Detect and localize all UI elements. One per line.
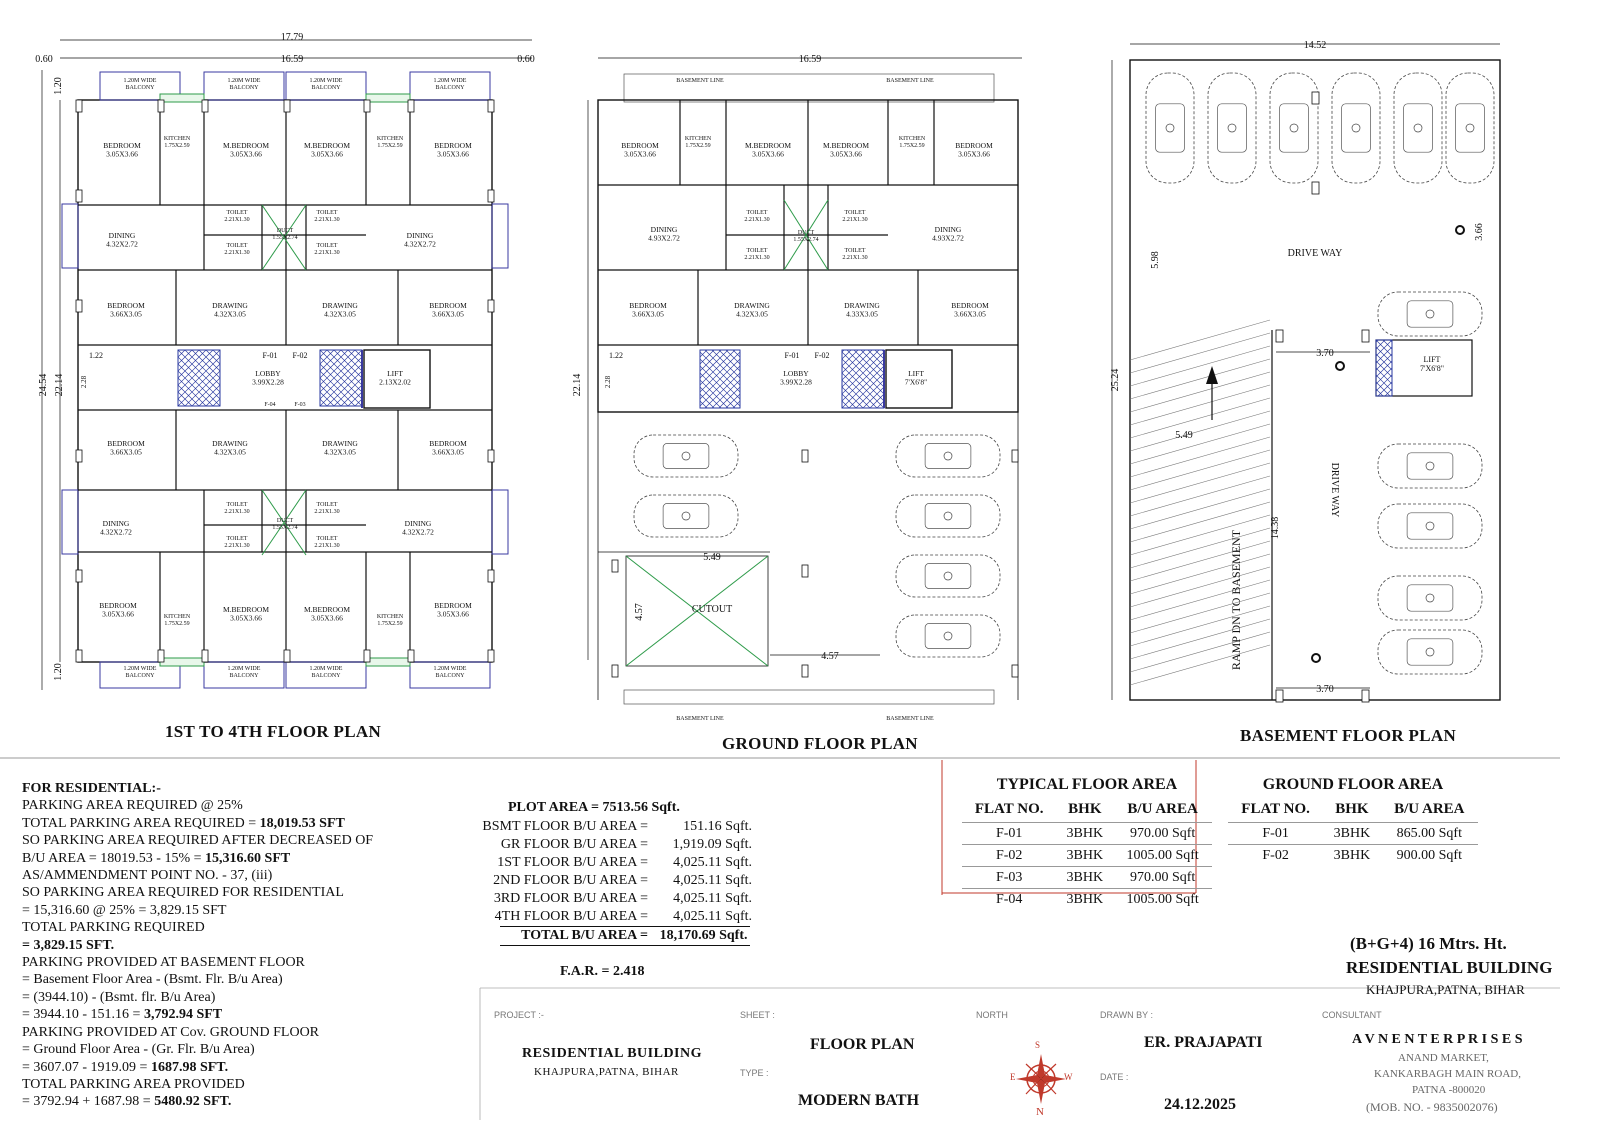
compass-n: N	[1036, 1106, 1044, 1118]
room-label: LIFT 2.13X2.02	[379, 369, 411, 387]
balcony-label: 1.20M WIDE BALCONY	[309, 78, 343, 91]
room-label: TOILET 2.21X1.30	[842, 210, 868, 223]
ground-plan-title: GROUND FLOOR PLAN	[722, 734, 918, 753]
dim-side-left: 0.60	[35, 54, 53, 65]
balcony-label: 1.20M WIDE BALCONY	[309, 666, 343, 679]
room-label: TOILET 2.21X1.30	[224, 243, 250, 256]
driveway-label: DRIVE WAY	[1287, 248, 1343, 259]
sheet-name: FLOOR PLAN	[810, 1036, 915, 1053]
note-line: SO PARKING AREA REQUIRED AFTER DECREASED OF	[22, 833, 374, 849]
flat-tag: F-01	[262, 351, 278, 360]
flat-tag: F-02	[814, 351, 830, 360]
project-name: RESIDENTIAL BUILDING	[522, 1046, 702, 1061]
room-label: BEDROOM 3.66X3.05	[429, 301, 467, 319]
table-header: BHK	[1068, 800, 1102, 817]
parking-car	[896, 555, 1000, 597]
note-line: AS/AMMENDMENT POINT NO. - 37, (iii)	[22, 868, 273, 884]
compass-w: W	[1064, 1072, 1073, 1082]
parking-car	[896, 495, 1000, 537]
compass-s: S	[1035, 1040, 1041, 1050]
dim-basement-width: 14.52	[1303, 40, 1327, 51]
typical-plan-title: 1ST TO 4TH FLOOR PLAN	[165, 722, 382, 741]
room-label: TOILET 2.21X1.30	[224, 210, 250, 223]
note-line: = 3944.10 - 151.16 = 3,792.94 SFT	[22, 1007, 223, 1023]
total-bu-label: TOTAL B/U AREA =	[521, 928, 648, 943]
compass-e: E	[1010, 1072, 1016, 1082]
room-label: LOBBY 3.99X2.28	[780, 369, 812, 387]
room-label: TOILET 2.21X1.30	[314, 243, 340, 256]
room-label: DUCT 1.55X2.74	[272, 228, 298, 241]
room-label: BEDROOM 3.05X3.66	[99, 601, 137, 619]
parking-car	[1378, 292, 1482, 336]
room-label: DRAWING 4.32X3.05	[322, 439, 358, 457]
cutout-label: CUTOUT	[691, 604, 733, 615]
column-marker	[1336, 362, 1344, 370]
typical-floor-table	[962, 776, 1212, 910]
table-row: F-03 3BHK 970.00 Sqft	[962, 867, 1212, 889]
room-label: DINING 4.32X2.72	[404, 231, 436, 249]
flat-tag: F-03	[294, 402, 306, 408]
room-label: LOBBY 3.99X2.28	[252, 369, 284, 387]
parking-car	[1208, 73, 1256, 183]
balcony-label: 1.20M WIDE BALCONY	[433, 666, 467, 679]
room-label: DRAWING 4.32X3.05	[322, 301, 358, 319]
bu-area-list	[452, 818, 752, 926]
note-line: PARKING PROVIDED AT Cov. GROUND FLOOR	[22, 1024, 320, 1040]
note-line: = (3944.10) - (Bsmt. flr. B/u Area)	[22, 989, 216, 1005]
table-row: F-01 3BHK 865.00 Sqft	[1228, 823, 1478, 845]
room-label: KITCHEN 1.75X2.59	[163, 614, 191, 627]
room-label: M.BEDROOM 3.05X3.66	[744, 141, 792, 159]
note-line: = 15,316.60 @ 25% = 3,829.15 SFT	[22, 902, 227, 918]
note-line: = 3,829.15 SFT.	[22, 937, 115, 953]
room-label: TOILET 2.21X1.30	[314, 502, 340, 515]
column-marker	[1312, 654, 1320, 662]
type-name: MODERN BATH	[798, 1092, 920, 1109]
dim-top-balcony: 1.20	[53, 77, 64, 95]
room-label: TOILET 2.21X1.30	[314, 536, 340, 549]
flat-tag: F-01	[784, 351, 800, 360]
dim-lift-top: 3.70	[1316, 348, 1334, 359]
table-row: F-02 3BHK 1005.00 Sqft	[962, 845, 1212, 867]
flat-tag: F-02	[292, 351, 308, 360]
room-label: DINING 4.32X2.72	[106, 231, 138, 249]
drawn-label: DRAWN BY :	[1100, 1010, 1154, 1020]
dim-side-right: 0.60	[517, 54, 535, 65]
room-label: BEDROOM 3.05X3.66	[621, 141, 659, 159]
basement-line-label: BASEMENT LINE	[886, 78, 934, 84]
note-line: TOTAL PARKING AREA REQUIRED = 18,019.53 SFT	[22, 815, 345, 831]
parking-car	[1378, 576, 1482, 620]
room-label: BEDROOM 3.66X3.05	[629, 301, 667, 319]
room-label: DINING 4.32X2.72	[402, 519, 434, 537]
dim-overall: 17.79	[280, 32, 304, 43]
basement-line-label: BASEMENT LINE	[676, 78, 724, 84]
dim-ramp-w: 5.49	[1175, 430, 1193, 441]
parking-car	[634, 435, 738, 477]
note-line: B/U AREA = 18019.53 - 15% = 15,316.60 SFT	[22, 850, 291, 866]
room-label: DINING 4.93X2.72	[648, 225, 680, 243]
ground-floor-table	[1228, 776, 1478, 866]
room-label: TOILET 2.21X1.30	[744, 210, 770, 223]
balcony-label: 1.20M WIDE BALCONY	[227, 666, 261, 679]
note-line: = Ground Floor Area - (Gr. Flr. B/u Area)	[22, 1042, 255, 1058]
ramp-hatch	[1130, 320, 1270, 685]
parking-car	[1146, 73, 1194, 183]
room-label: TOILET 2.21X1.30	[314, 210, 340, 223]
consultant-name: A V N E N T E R P R I S E S	[1352, 1032, 1523, 1047]
parking-car	[1378, 630, 1482, 674]
plot-area: PLOT AREA = 7513.56 Sqft.	[508, 800, 680, 815]
table-header: BHK	[1335, 800, 1369, 817]
room-label: TOILET 2.21X1.30	[842, 248, 868, 261]
sheet-label: SHEET :	[740, 1010, 775, 1020]
project-address: KHAJPURA,PATNA, BIHAR	[534, 1066, 679, 1078]
room-label: KITCHEN 1.75X2.59	[376, 614, 404, 627]
consultant-label: CONSULTANT	[1322, 1010, 1382, 1020]
table-header: FLAT NO.	[974, 800, 1044, 817]
ramp-label: RAMP DN TO BASEMENT	[1229, 529, 1243, 671]
room-label: BEDROOM 3.05X3.66	[955, 141, 993, 159]
dim-stair: 2.28	[80, 375, 88, 389]
room-label: DRAWING 4.32X3.05	[212, 301, 248, 319]
room-label: BEDROOM 3.05X3.66	[103, 141, 141, 159]
note-line: = 3607.07 - 1919.09 = 1687.98 SFT.	[22, 1059, 229, 1075]
dim-top-height: 5.98	[1150, 251, 1161, 269]
basement-line-label: BASEMENT LINE	[886, 716, 934, 722]
dim-height-total: 24.54	[38, 373, 49, 397]
room-label: BEDROOM 3.66X3.05	[107, 439, 145, 457]
room-label: DRAWING 4.33X3.05	[844, 301, 880, 319]
bu-area-row: 4TH FLOOR B/U AREA = 4,025.11 Sqft.	[494, 909, 752, 924]
parking-car	[1378, 504, 1482, 548]
total-bu-area	[500, 926, 750, 946]
dim-cutout-w: 5.49	[703, 552, 721, 563]
parking-car	[1446, 73, 1494, 183]
dim-lobby: 1.22	[609, 351, 623, 360]
type-label: TYPE :	[740, 1068, 769, 1078]
room-label: DUCT 1.55X2.74	[272, 518, 298, 531]
table-header: FLAT NO.	[1241, 800, 1310, 817]
dim-bottom-balcony: 1.20	[53, 663, 64, 681]
consultant-address-2: KANKARBAGH MAIN ROAD,	[1374, 1068, 1521, 1080]
room-label: M.BEDROOM 3.05X3.66	[822, 141, 870, 159]
table-row: F-02 3BHK 900.00 Sqft	[1228, 845, 1478, 867]
room-label: KITCHEN 1.75X2.59	[684, 136, 712, 149]
room-label: TOILET 2.21X1.30	[224, 536, 250, 549]
ground-table-title: GROUND FLOOR AREA	[1262, 776, 1444, 793]
room-label: TOILET 2.21X1.30	[744, 248, 770, 261]
note-line: TOTAL PARKING AREA PROVIDED	[22, 1076, 245, 1092]
balcony-label: 1.20M WIDE BALCONY	[123, 78, 157, 91]
parking-car	[634, 495, 738, 537]
basement-line-bottom	[624, 690, 994, 704]
note-line: TOTAL PARKING REQUIRED	[22, 920, 205, 936]
room-label: BEDROOM 3.66X3.05	[951, 301, 989, 319]
table-header: B/U AREA	[1394, 800, 1465, 817]
room-label: M.BEDROOM 3.05X3.66	[303, 605, 351, 623]
consultant-address-1: ANAND MARKET,	[1398, 1052, 1489, 1064]
room-label: DUCT 1.55X2.74	[793, 230, 819, 243]
drawing-date: 24.12.2025	[1164, 1096, 1236, 1113]
room-label: DINING 4.32X2.72	[100, 519, 132, 537]
dim-lift-bottom: 3.70	[1316, 684, 1334, 695]
room-label: BEDROOM 3.66X3.05	[107, 301, 145, 319]
parking-car	[896, 615, 1000, 657]
note-line: PARKING PROVIDED AT BASEMENT FLOOR	[22, 955, 305, 971]
balcony-label: 1.20M WIDE BALCONY	[433, 78, 467, 91]
parking-car	[896, 435, 1000, 477]
basement-line-label: BASEMENT LINE	[676, 716, 724, 722]
drawn-by: ER. PRAJAPATI	[1144, 1034, 1263, 1051]
room-label: KITCHEN 1.75X2.59	[376, 136, 404, 149]
balcony-label: 1.20M WIDE BALCONY	[123, 666, 157, 679]
bu-area-row: 2ND FLOOR B/U AREA = 4,025.11 Sqft.	[493, 873, 752, 888]
driveway-vertical-label: DRIVE WAY	[1329, 462, 1340, 518]
parking-notes	[22, 780, 442, 1111]
dim-height-inner: 22.14	[54, 373, 65, 397]
balcony-label: 1.20M WIDE BALCONY	[227, 78, 261, 91]
north-label: NORTH	[976, 1010, 1008, 1020]
dim-lobby: 1.22	[89, 351, 103, 360]
dim-drive-height: 14.38	[1270, 516, 1281, 540]
room-label: DRAWING 4.32X3.05	[212, 439, 248, 457]
room-label: BEDROOM 3.05X3.66	[434, 141, 472, 159]
lift-label: LIFT 7'X6'8"	[1420, 355, 1444, 374]
far-value: F.A.R. = 2.418	[560, 964, 645, 979]
note-line: = Basement Floor Area - (Bsmt. Flr. B/u Area)	[22, 972, 283, 988]
dim-ground-height: 22.14	[572, 373, 583, 397]
building-address: KHAJPURA,PATNA, BIHAR	[1366, 982, 1525, 997]
bu-area-row: 3RD FLOOR B/U AREA = 4,025.11 Sqft.	[493, 891, 752, 906]
column-marker	[1456, 226, 1464, 234]
room-label: KITCHEN 1.75X2.59	[163, 136, 191, 149]
table-row: F-04 3BHK 1005.00 Sqft	[962, 889, 1212, 911]
parking-car	[1394, 73, 1442, 183]
dim-stair: 2.28	[604, 375, 612, 389]
parking-car	[1270, 73, 1318, 183]
dim-inner: 16.59	[280, 54, 304, 65]
building-type: RESIDENTIAL BUILDING	[1346, 958, 1553, 977]
project-label: PROJECT :-	[494, 1010, 544, 1020]
date-label: DATE :	[1100, 1072, 1129, 1082]
room-label: KITCHEN 1.75X2.59	[898, 136, 926, 149]
room-label: M.BEDROOM 3.05X3.66	[222, 141, 270, 159]
flat-tag: F-04	[264, 402, 276, 408]
dim-cutout-h: 4.57	[634, 603, 645, 621]
building-height: (B+G+4) 16 Mtrs. Ht.	[1350, 934, 1507, 953]
table-header: B/U AREA	[1127, 800, 1198, 817]
consultant-address-3: PATNA -800020	[1412, 1084, 1486, 1096]
dim-right-height: 3.66	[1474, 223, 1485, 241]
bu-area-row: BSMT FLOOR B/U AREA = 151.16 Sqft.	[482, 819, 752, 834]
dim-ground-width: 16.59	[798, 54, 822, 65]
note-line: SO PARKING AREA REQUIRED FOR RESIDENTIAL	[22, 885, 344, 901]
room-label: DINING 4.93X2.72	[932, 225, 964, 243]
bu-area-row: GR FLOOR B/U AREA = 1,919.09 Sqft.	[500, 837, 752, 852]
room-label: LIFT 7'X6'8"	[904, 369, 928, 387]
room-label: M.BEDROOM 3.05X3.66	[222, 605, 270, 623]
room-label: TOILET 2.21X1.30	[224, 502, 250, 515]
parking-car	[1378, 444, 1482, 488]
basement-plan-title: BASEMENT FLOOR PLAN	[1240, 726, 1457, 745]
table-row: F-01 3BHK 970.00 Sqft	[962, 823, 1212, 845]
room-label: M.BEDROOM 3.05X3.66	[303, 141, 351, 159]
bu-area-row: 1ST FLOOR B/U AREA = 4,025.11 Sqft.	[497, 855, 752, 870]
dim-basement-height: 25.24	[1110, 368, 1121, 392]
note-line: FOR RESIDENTIAL:-	[22, 781, 161, 796]
room-label: BEDROOM 3.05X3.66	[434, 601, 472, 619]
ramp-arrow-icon	[1206, 366, 1218, 384]
typical-table-title: TYPICAL FLOOR AREA	[996, 776, 1178, 793]
consultant-phone: (MOB. NO. - 9835002076)	[1366, 1100, 1498, 1114]
total-bu-value: 18,170.69 Sqft.	[659, 928, 748, 943]
room-label: BEDROOM 3.66X3.05	[429, 439, 467, 457]
note-line: PARKING AREA REQUIRED @ 25%	[22, 798, 243, 814]
note-line: = 3792.94 + 1687.98 = 5480.92 SFT.	[22, 1094, 232, 1110]
dim-cutout-w2: 4.57	[821, 651, 839, 662]
room-label: DRAWING 4.32X3.05	[734, 301, 770, 319]
parking-car	[1332, 73, 1380, 183]
